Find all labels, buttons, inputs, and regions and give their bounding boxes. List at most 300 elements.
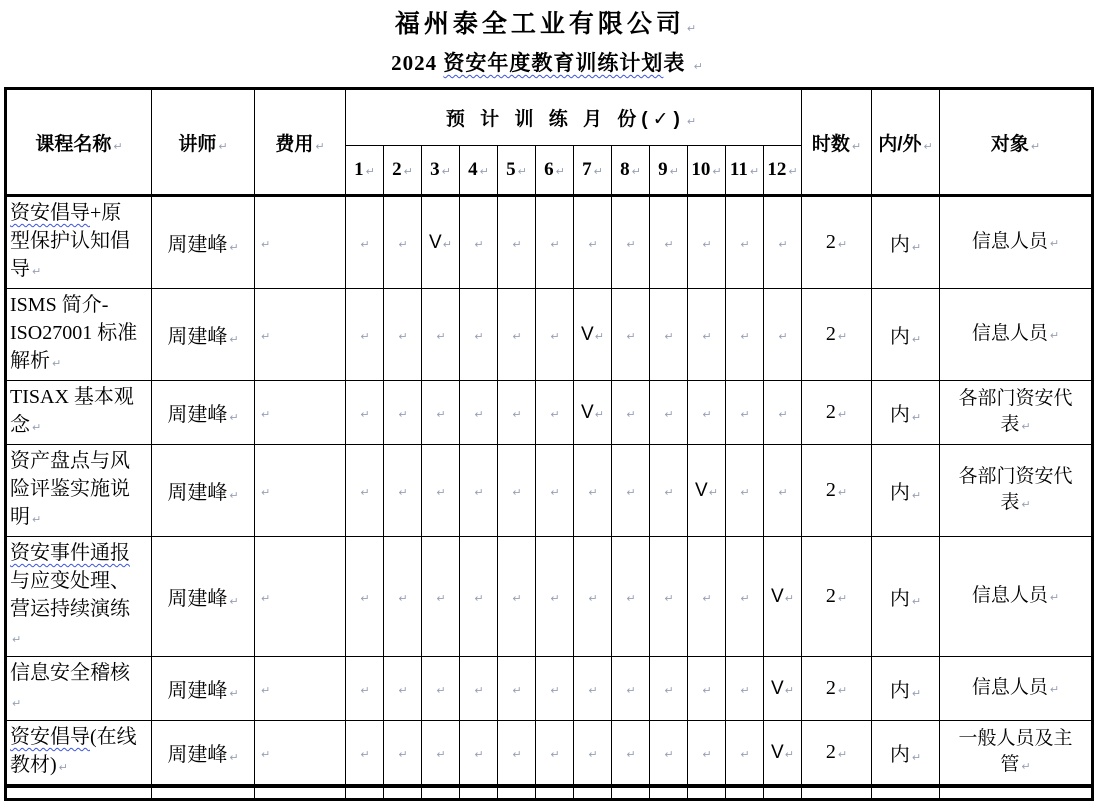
cell-end-mark: ↵ (702, 408, 712, 421)
header-month-12[interactable] (764, 146, 802, 196)
cell-end-mark: ↵ (626, 486, 636, 499)
cell-instructor[interactable] (152, 657, 255, 721)
cell-month-6[interactable] (536, 537, 574, 657)
company-title[interactable] (0, 0, 1095, 46)
cell-month-1[interactable] (346, 196, 384, 289)
cell-month-2[interactable] (384, 196, 422, 289)
cell-month-2[interactable] (384, 381, 422, 445)
header-month-2[interactable] (384, 146, 422, 196)
cell-end-mark: ↵ (702, 238, 712, 251)
cell-month-3[interactable] (422, 537, 460, 657)
cell-internal-external[interactable] (872, 537, 940, 657)
cell-end-mark: ↵ (664, 408, 674, 421)
cell-month-6[interactable] (536, 657, 574, 721)
cell-month-3[interactable] (422, 381, 460, 445)
month-number: 12 (767, 159, 787, 180)
cell-end-mark: ↵ (512, 684, 522, 697)
cell-end-mark: ↵ (474, 330, 484, 343)
cell-month-10[interactable] (688, 289, 726, 381)
cell-end-mark: ↵ (398, 592, 408, 605)
header-month-3[interactable] (422, 146, 460, 196)
cell-instructor[interactable] (152, 537, 255, 657)
cell-month-1[interactable] (346, 445, 384, 537)
header-month-6[interactable] (536, 146, 574, 196)
cell-internal-external[interactable] (872, 196, 940, 289)
cell-month-7[interactable] (574, 289, 612, 381)
month-check-mark: V (429, 232, 442, 253)
cell-hours[interactable] (802, 657, 872, 721)
cell-end-mark: ↵ (360, 684, 370, 697)
cell-end-mark: ↵ (550, 330, 560, 343)
hours-value: 2 (825, 401, 836, 423)
cell-month-12[interactable] (764, 657, 802, 721)
cell-month-6[interactable] (536, 289, 574, 381)
month-check-mark: V (581, 402, 594, 423)
cell-month-11[interactable] (726, 381, 764, 445)
cell-audience[interactable] (940, 445, 1093, 537)
cell-month-8[interactable] (612, 721, 650, 787)
cell-month-12[interactable] (764, 289, 802, 381)
cell-month-8[interactable] (612, 445, 650, 537)
cell-month-1[interactable] (346, 657, 384, 721)
cell-month-4[interactable] (460, 196, 498, 289)
cell-audience[interactable] (940, 657, 1093, 721)
cell-month-2[interactable] (384, 657, 422, 721)
cell-month-3[interactable] (422, 445, 460, 537)
cell-month-7[interactable] (574, 537, 612, 657)
cell-end-mark: ↵ (588, 592, 598, 605)
month-number: 10 (691, 159, 711, 180)
cell-fee[interactable] (255, 721, 346, 787)
cell-cutoff (650, 786, 688, 799)
cell-end-mark: ↵ (740, 684, 750, 697)
cell-end-mark: ↵ (588, 684, 598, 697)
cell-month-11[interactable] (726, 445, 764, 537)
cell-course-name[interactable] (6, 196, 152, 289)
cell-fee[interactable] (255, 289, 346, 381)
cell-end-mark: ↵ (664, 238, 674, 251)
cell-end-mark: ↵ (626, 748, 636, 761)
cell-end-mark: ↵ (436, 684, 446, 697)
cell-hours[interactable] (802, 721, 872, 787)
header-course[interactable]: 课程名称 ↵ (6, 89, 152, 196)
month-number: 11 (729, 159, 748, 180)
cell-month-9[interactable] (650, 657, 688, 721)
cell-hours[interactable] (802, 289, 872, 381)
cell-course-name[interactable] (6, 381, 152, 445)
cell-end-mark: ↵ (708, 486, 718, 499)
cell-audience[interactable] (940, 537, 1093, 657)
header-hours[interactable]: 时数 ↵ (802, 89, 872, 196)
cell-end-mark: ↵ (550, 486, 560, 499)
cell-end-mark: ↵ (398, 486, 408, 499)
cell-end-mark: ↵ (218, 139, 228, 153)
cell-end-mark: ↵ (32, 421, 42, 434)
cell-instructor[interactable] (152, 445, 255, 537)
cell-end-mark: ↵ (1021, 497, 1031, 511)
course-text: TISAX 基本观念 (10, 386, 134, 436)
cell-end-mark: ↵ (712, 165, 722, 178)
audience-text: 各部门资安代表 (958, 387, 1073, 435)
month-number: 6 (544, 159, 554, 180)
cell-month-6[interactable] (536, 196, 574, 289)
cell-end-mark: ↵ (52, 357, 62, 370)
cell-cutoff (764, 786, 802, 799)
cell-end-mark: ↵ (512, 330, 522, 343)
cell-month-2[interactable] (384, 289, 422, 381)
cell-end-mark: ↵ (626, 238, 636, 251)
instructor-name: 周建峰 (167, 744, 228, 766)
cell-internal-external[interactable] (872, 445, 940, 537)
cell-end-mark: ↵ (626, 592, 636, 605)
header-month-11[interactable] (726, 146, 764, 196)
header-month-1[interactable] (346, 146, 384, 196)
cell-month-11[interactable] (726, 721, 764, 787)
cell-month-8[interactable] (612, 289, 650, 381)
cell-month-3[interactable] (422, 196, 460, 289)
instructor-name: 周建峰 (167, 404, 228, 426)
cell-month-12[interactable] (764, 381, 802, 445)
course-text: (在线教材) (10, 726, 137, 776)
cell-end-mark: ↵ (436, 748, 446, 761)
cell-end-mark: ↵ (229, 751, 239, 764)
cell-end-mark: ↵ (550, 748, 560, 761)
cell-end-mark: ↵ (702, 748, 712, 761)
month-number: 8 (620, 159, 630, 180)
month-number: 5 (506, 159, 516, 180)
cell-month-10[interactable] (688, 381, 726, 445)
course-spellcheck-text: 资安事件通报 (10, 542, 130, 564)
cell-cutoff (574, 786, 612, 799)
cell-month-11[interactable] (726, 537, 764, 657)
internal-external-value: 内 (889, 404, 910, 426)
cell-month-1[interactable] (346, 381, 384, 445)
cell-month-5[interactable] (498, 721, 536, 787)
cell-cutoff (346, 786, 384, 799)
cell-month-5[interactable] (498, 445, 536, 537)
cell-end-mark: ↵ (837, 592, 848, 605)
cell-month-5[interactable] (498, 657, 536, 721)
hours-value: 2 (825, 479, 836, 501)
cell-end-mark: ↵ (626, 408, 636, 421)
cell-month-5[interactable] (498, 289, 536, 381)
cell-course-name[interactable] (6, 537, 152, 657)
cell-internal-external[interactable] (872, 381, 940, 445)
cell-end-mark: ↵ (398, 330, 408, 343)
audience-text: 信息人员 (971, 230, 1048, 252)
course-text: 与应变处理、营运持续演练 (10, 570, 130, 620)
cell-cutoff (460, 786, 498, 799)
header-month-10[interactable] (688, 146, 726, 196)
cell-cutoff (255, 786, 346, 799)
table-row (6, 721, 1093, 787)
cell-end-mark: ↵ (479, 165, 489, 178)
cell-end-mark: ↵ (851, 139, 862, 153)
cell-month-8[interactable] (612, 196, 650, 289)
cell-cutoff (872, 786, 940, 799)
cell-end-mark: ↵ (837, 408, 848, 421)
cell-month-7[interactable] (574, 721, 612, 787)
cell-month-11[interactable] (726, 289, 764, 381)
cell-end-mark: ↵ (229, 489, 239, 502)
cell-end-mark: ↵ (837, 238, 848, 251)
cell-end-mark: ↵ (360, 238, 370, 251)
cell-end-mark: ↵ (474, 684, 484, 697)
cell-fee[interactable] (255, 537, 346, 657)
cell-month-9[interactable] (650, 721, 688, 787)
cell-month-10[interactable] (688, 537, 726, 657)
cell-end-mark: ↵ (588, 238, 598, 251)
training-plan-table (4, 87, 1094, 801)
cell-month-8[interactable] (612, 537, 650, 657)
audience-text: 信息人员 (971, 676, 1048, 698)
instructor-name: 周建峰 (167, 680, 228, 702)
cell-month-11[interactable] (726, 657, 764, 721)
cell-end-mark: ↵ (740, 486, 750, 499)
header-month-4[interactable] (460, 146, 498, 196)
cell-month-7[interactable] (574, 196, 612, 289)
subtitle-suffix: 表 (663, 51, 686, 75)
cell-month-9[interactable] (650, 537, 688, 657)
cell-end-mark: ↵ (594, 330, 604, 343)
cell-end-mark: ↵ (837, 748, 848, 761)
cell-month-11[interactable] (726, 196, 764, 289)
cell-cutoff (6, 786, 152, 799)
cell-end-mark: ↵ (436, 592, 446, 605)
header-month-9[interactable] (650, 146, 688, 196)
cell-fee[interactable] (255, 196, 346, 289)
cell-end-mark: ↵ (360, 330, 370, 343)
cell-month-2[interactable] (384, 445, 422, 537)
cell-hours[interactable] (802, 537, 872, 657)
cell-end-mark: ↵ (702, 684, 712, 697)
cell-end-mark: ↵ (593, 165, 603, 178)
cell-end-mark: ↵ (778, 330, 788, 343)
cell-course-name[interactable] (6, 445, 152, 537)
company-title-text: 福州泰全工业有限公司 (394, 11, 685, 38)
cell-internal-external[interactable] (872, 289, 940, 381)
header-fee[interactable]: 费用 ↵ (255, 89, 346, 196)
cell-end-mark: ↵ (261, 592, 271, 605)
cell-end-mark: ↵ (740, 592, 750, 605)
cell-month-5[interactable] (498, 381, 536, 445)
cell-month-6[interactable] (536, 721, 574, 787)
cell-end-mark: ↵ (550, 238, 560, 251)
cell-instructor[interactable] (152, 721, 255, 787)
cell-month-12[interactable] (764, 537, 802, 657)
cell-month-10[interactable] (688, 657, 726, 721)
table-row (6, 537, 1093, 657)
cell-end-mark: ↵ (626, 684, 636, 697)
cell-end-mark: ↵ (474, 408, 484, 421)
cell-month-4[interactable] (460, 721, 498, 787)
cell-end-mark: ↵ (550, 684, 560, 697)
cell-end-mark: ↵ (1049, 236, 1060, 250)
cell-cutoff (152, 786, 255, 799)
cell-end-mark: ↵ (631, 165, 641, 178)
cell-end-mark: ↵ (436, 408, 446, 421)
month-check-mark: V (771, 586, 784, 607)
cell-month-12[interactable] (764, 721, 802, 787)
cell-instructor[interactable] (152, 196, 255, 289)
cell-fee[interactable] (255, 445, 346, 537)
cell-cutoff (688, 786, 726, 799)
cell-end-mark: ↵ (778, 486, 788, 499)
cell-month-10[interactable] (688, 721, 726, 787)
cell-end-mark: ↵ (261, 748, 271, 761)
month-number: 7 (582, 159, 592, 180)
cell-end-mark: ↵ (403, 165, 413, 178)
cell-month-4[interactable] (460, 537, 498, 657)
cell-end-mark: ↵ (788, 165, 798, 178)
month-number: 3 (430, 159, 440, 180)
cell-end-mark: ↵ (911, 411, 922, 424)
month-check-mark: V (695, 480, 708, 501)
table-row (6, 196, 1093, 289)
cell-end-mark: ↵ (1049, 590, 1060, 604)
cell-end-mark: ↵ (229, 411, 239, 424)
subtitle-year: 2024 (391, 51, 444, 75)
cell-end-mark: ↵ (12, 633, 22, 646)
cell-month-10[interactable] (688, 445, 726, 537)
cell-hours[interactable] (802, 445, 872, 537)
cell-month-3[interactable] (422, 657, 460, 721)
cell-end-mark: ↵ (740, 330, 750, 343)
course-spellcheck-text: 资安倡导 (10, 202, 90, 224)
cell-cutoff (422, 786, 460, 799)
cell-month-7[interactable] (574, 445, 612, 537)
cell-end-mark: ↵ (550, 408, 560, 421)
cell-month-5[interactable] (498, 196, 536, 289)
header-audience[interactable]: 对象 ↵ (940, 89, 1093, 196)
instructor-name: 周建峰 (167, 482, 228, 504)
cell-course-name[interactable] (6, 721, 152, 787)
cell-month-9[interactable] (650, 381, 688, 445)
cell-course-name[interactable] (6, 289, 152, 381)
cell-end-mark: ↵ (512, 486, 522, 499)
cell-end-mark: ↵ (686, 115, 702, 128)
cell-audience[interactable] (940, 721, 1093, 787)
cell-end-mark: ↵ (32, 513, 42, 526)
cell-audience[interactable] (940, 381, 1093, 445)
cell-end-mark: ↵ (594, 408, 604, 421)
hours-value: 2 (825, 323, 836, 345)
cell-end-mark: ↵ (588, 748, 598, 761)
cell-month-10[interactable] (688, 196, 726, 289)
cell-end-mark: ↵ (837, 684, 848, 697)
cell-audience[interactable] (940, 196, 1093, 289)
hours-value: 2 (825, 677, 836, 699)
table-row (6, 289, 1093, 381)
cell-end-mark: ↵ (398, 408, 408, 421)
cell-end-mark: ↵ (588, 486, 598, 499)
cell-month-8[interactable] (612, 657, 650, 721)
cell-instructor[interactable] (152, 289, 255, 381)
cell-month-8[interactable] (612, 381, 650, 445)
cell-month-7[interactable] (574, 381, 612, 445)
cell-end-mark: ↵ (261, 238, 271, 251)
cell-month-1[interactable] (346, 537, 384, 657)
cell-end-mark: ↵ (365, 165, 375, 178)
header-internal-external[interactable]: 内/外 ↵ (872, 89, 940, 196)
cell-month-12[interactable] (764, 196, 802, 289)
header-month-7[interactable] (574, 146, 612, 196)
cell-end-mark: ↵ (664, 684, 674, 697)
cell-month-9[interactable] (650, 289, 688, 381)
cell-end-mark: ↵ (778, 408, 788, 421)
hours-value: 2 (825, 231, 836, 253)
cell-end-mark: ↵ (1049, 682, 1060, 696)
course-text: 资产盘点与风险评鉴实施说明 (10, 450, 130, 528)
cell-month-4[interactable] (460, 657, 498, 721)
cell-course-name[interactable] (6, 657, 152, 721)
cell-month-7[interactable] (574, 657, 612, 721)
cell-month-6[interactable] (536, 381, 574, 445)
cell-month-1[interactable] (346, 289, 384, 381)
cell-month-6[interactable] (536, 445, 574, 537)
cell-month-3[interactable] (422, 721, 460, 787)
cell-month-5[interactable] (498, 537, 536, 657)
cell-end-mark: ↵ (911, 241, 922, 254)
cell-month-4[interactable] (460, 445, 498, 537)
cell-end-mark: ↵ (664, 486, 674, 499)
cell-fee[interactable] (255, 657, 346, 721)
cell-end-mark: ↵ (702, 592, 712, 605)
cell-month-9[interactable] (650, 196, 688, 289)
cell-end-mark: ↵ (664, 330, 674, 343)
cell-end-mark: ↵ (436, 330, 446, 343)
cell-cutoff (940, 786, 1093, 799)
cell-month-4[interactable] (460, 381, 498, 445)
cell-cutoff (612, 786, 650, 799)
doc-subtitle[interactable] (0, 49, 1095, 81)
cell-month-4[interactable] (460, 289, 498, 381)
cell-hours[interactable] (802, 381, 872, 445)
cell-end-mark: ↵ (474, 748, 484, 761)
cell-end-mark: ↵ (702, 330, 712, 343)
cell-internal-external[interactable] (872, 657, 940, 721)
cell-end-mark: ↵ (474, 238, 484, 251)
cell-end-mark: ↵ (555, 165, 565, 178)
cell-month-2[interactable] (384, 537, 422, 657)
cell-end-mark: ↵ (923, 139, 933, 153)
cell-end-mark: ↵ (113, 139, 123, 153)
header-instructor[interactable]: 讲师 ↵ (152, 89, 255, 196)
header-month-8[interactable] (612, 146, 650, 196)
cell-audience[interactable] (940, 289, 1093, 381)
cell-end-mark: ↵ (911, 687, 922, 700)
cell-end-mark: ↵ (512, 408, 522, 421)
cell-end-mark: ↵ (229, 595, 239, 608)
cell-internal-external[interactable] (872, 721, 940, 787)
cell-instructor[interactable] (152, 381, 255, 445)
header-months-group[interactable]: 预 计 训 练 月 份(✓) ↵ (346, 89, 802, 146)
cell-month-3[interactable] (422, 289, 460, 381)
header-month-5[interactable] (498, 146, 536, 196)
cell-month-9[interactable] (650, 445, 688, 537)
cell-month-2[interactable] (384, 721, 422, 787)
cell-end-mark: ↵ (740, 408, 750, 421)
cell-fee[interactable] (255, 381, 346, 445)
cell-end-mark: ↵ (261, 486, 271, 499)
cell-end-mark: ↵ (911, 489, 922, 502)
cell-end-mark: ↵ (12, 697, 22, 710)
cell-hours[interactable] (802, 196, 872, 289)
cell-end-mark: ↵ (436, 486, 446, 499)
cell-month-12[interactable] (764, 445, 802, 537)
cell-month-1[interactable] (346, 721, 384, 787)
cell-end-mark: ↵ (550, 592, 560, 605)
